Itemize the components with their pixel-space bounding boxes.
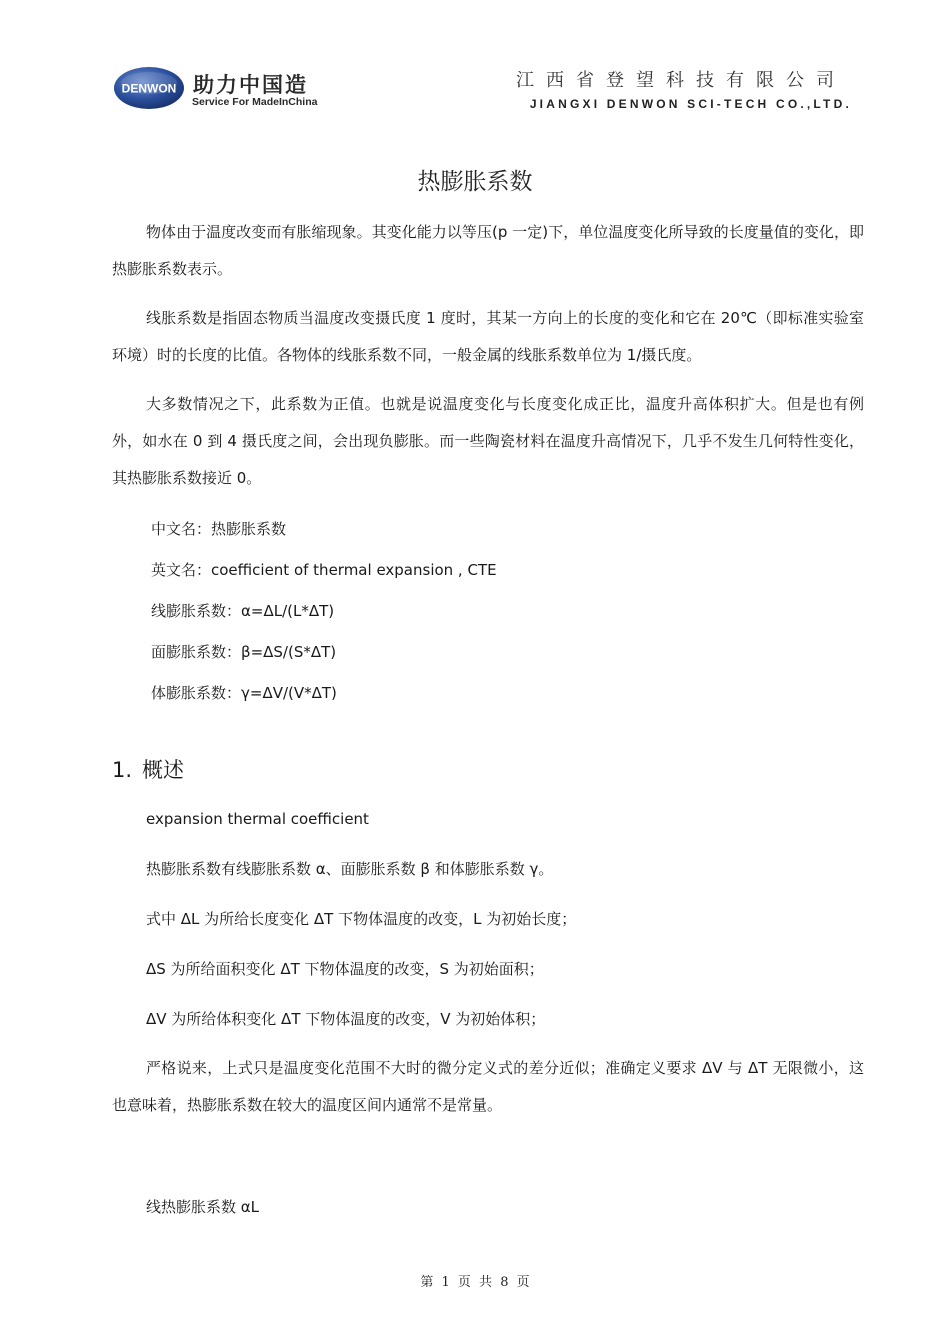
definition-item: 体膨胀系数：γ=ΔV/(V*ΔT)	[151, 684, 337, 702]
intro-paragraph: 大多数情况之下，此系数为正值。也就是说温度变化与长度变化成正比，温度升高体积扩大。但是也有例外，如水在 0 到 4 摄氏度之间，会出现负膨胀。而一些陶瓷材料在温度升高情况下，几乎不发生几何特性变化，其热膨胀系数接近 0。	[112, 395, 864, 487]
logo-cn-text: 助力中国造	[193, 73, 308, 97]
section-line: expansion thermal coefficient	[146, 810, 369, 828]
intro-paragraph: 线胀系数是指固态物质当温度改变摄氏度 1 度时，其某一方向上的长度的变化和它在 20℃（即标准实验室环境）时的长度的比值。各物体的线胀系数不同，一般金属的线胀系数单位为 1/摄氏度。	[112, 309, 864, 364]
section-heading	[112, 754, 864, 786]
section-line: 式中 ΔL 为所给长度变化 ΔT 下物体温度的改变，L 为初始长度；	[146, 910, 577, 928]
logo-badge-text: DENWON	[121, 81, 177, 96]
subsection-label: 线热膨胀系数 αL	[146, 1198, 260, 1216]
section-line: ΔV 为所给体积变化 ΔT 下物体温度的改变，V 为初始体积；	[146, 1010, 546, 1028]
page-footer: 第 1 页 共 8 页	[420, 1275, 530, 1290]
page-header	[0, 0, 950, 130]
document-body	[112, 214, 864, 1217]
section-number: 1.	[112, 758, 133, 782]
definition-item: 面膨胀系数：β=ΔS/(S*ΔT)	[151, 643, 337, 661]
definition-item: 中文名：热膨胀系数	[151, 520, 287, 538]
section-line: 热膨胀系数有线膨胀系数 α、面膨胀系数 β 和体膨胀系数 γ。	[146, 860, 554, 878]
denwon-logo	[114, 64, 346, 114]
closing-paragraph: 严格说来，上式只是温度变化范围不大时的微分定义式的差分近似；准确定义要求 ΔV 与 ΔT 无限微小，这也意味着，热膨胀系数在较大的温度区间内通常不是常量。	[112, 1059, 864, 1114]
definition-item: 英文名：coefficient of thermal expansion , CTE	[151, 561, 497, 579]
page-title: 热膨胀系数	[417, 169, 533, 195]
section-title: 概述	[142, 758, 185, 782]
section-line: ΔS 为所给面积变化 ΔT 下物体温度的改变，S 为初始面积；	[146, 960, 544, 978]
logo-en-text: Service For MadeInChina	[192, 96, 318, 108]
definition-item: 线膨胀系数：α=ΔL/(L*ΔT)	[151, 602, 335, 620]
company-name-cn: 江西省登望科技有限公司	[516, 70, 846, 91]
definition-list	[112, 509, 864, 714]
intro-paragraph: 物体由于温度改变而有胀缩现象。其变化能力以等压(p 一定)下，单位温度变化所导致的长度量值的变化，即热膨胀系数表示。	[112, 223, 864, 278]
company-name-en: JIANGXI DENWON SCI-TECH CO.,LTD.	[529, 97, 852, 111]
